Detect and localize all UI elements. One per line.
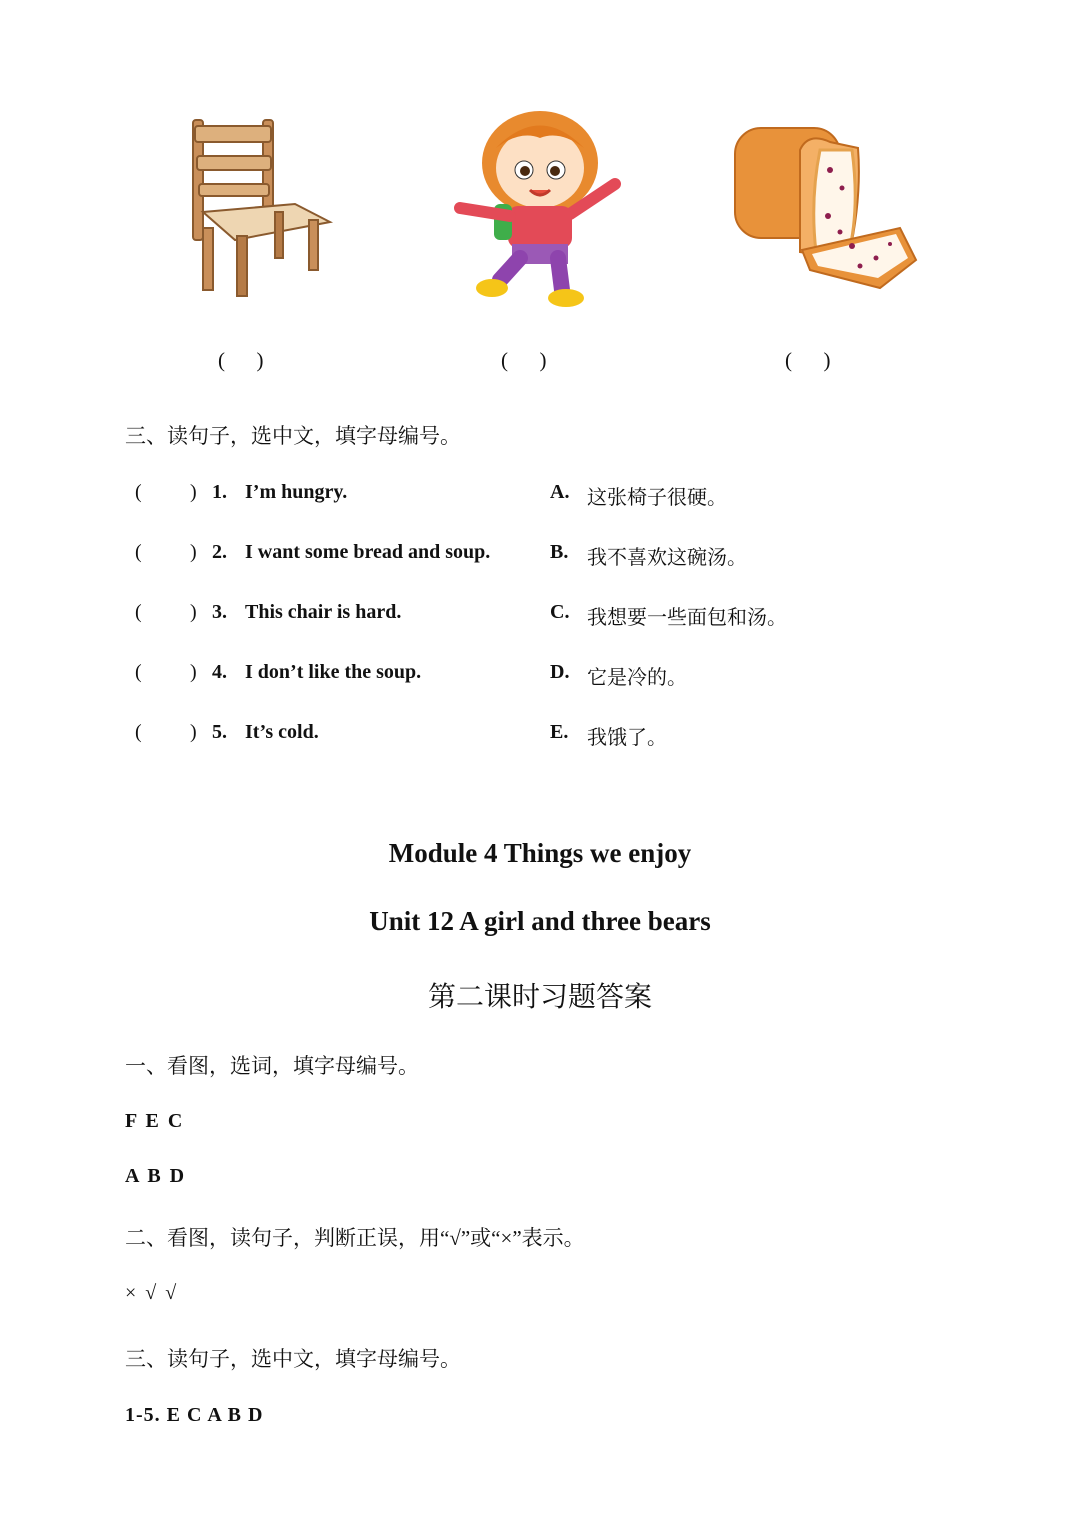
section3-heading: 三、读句子，选中文，填字母编号。: [125, 424, 461, 448]
picture-bracket-3: ( ): [785, 348, 831, 372]
bracket-close: ): [190, 721, 197, 743]
option-letter: B.: [550, 541, 569, 563]
picture-bracket-2: ( ): [501, 348, 547, 372]
option-letter: E.: [550, 721, 569, 743]
bracket-open: (: [135, 721, 142, 743]
bracket-close: ): [190, 481, 197, 503]
chair-picture: [185, 112, 335, 302]
sentence-row-1: [0, 481, 1080, 511]
sentence-number: 3.: [212, 601, 227, 623]
sentence-row-4: [0, 661, 1080, 691]
answer-section3-heading: 三、读句子，选中文，填字母编号。: [125, 1347, 461, 1371]
chinese-option: 我饿了。: [587, 727, 667, 749]
chinese-option: 它是冷的。: [587, 667, 687, 689]
english-sentence: It’s cold.: [245, 721, 319, 743]
sentence-number: 2.: [212, 541, 227, 563]
chinese-option: 我不喜欢这碗汤。: [587, 547, 747, 569]
bread-picture: [730, 120, 920, 295]
sentence-number: 5.: [212, 721, 227, 743]
unit-title: Unit 12 A girl and three bears: [369, 906, 711, 936]
answer-section2-heading: 二、看图，读句子，判断正误，用“√”或“×”表示。: [125, 1226, 585, 1250]
module-title: Module 4 Things we enjoy: [388, 838, 692, 868]
answer-section1-line2: A B D: [125, 1165, 187, 1187]
bracket-close: ): [190, 541, 197, 563]
sentence-number: 4.: [212, 661, 227, 683]
option-letter: A.: [550, 481, 570, 503]
sentence-row-5: [0, 721, 1080, 751]
chinese-option: 这张椅子很硬。: [587, 487, 727, 509]
sentence-number: 1.: [212, 481, 227, 503]
bracket-close: ): [190, 661, 197, 683]
bracket-close: ): [190, 601, 197, 623]
english-sentence: This chair is hard.: [245, 601, 402, 623]
answer-section1-heading: 一、看图，选词，填字母编号。: [125, 1054, 419, 1078]
answer-title: 第二课时习题答案: [427, 982, 652, 1013]
english-sentence: I want some bread and soup.: [245, 541, 491, 563]
answer-section2-line: × √ √: [125, 1282, 179, 1304]
answer-section1-line1: F E C: [125, 1110, 185, 1132]
english-sentence: I don’t like the soup.: [245, 661, 422, 683]
option-letter: D.: [550, 661, 570, 683]
sentence-row-2: [0, 541, 1080, 571]
bracket-open: (: [135, 541, 142, 563]
chinese-option: 我想要一些面包和汤。: [587, 607, 787, 629]
answer-section3-line: 1-5. E C A B D: [125, 1404, 264, 1426]
picture-bracket-1: ( ): [218, 348, 264, 372]
option-letter: C.: [550, 601, 570, 623]
english-sentence: I’m hungry.: [245, 481, 348, 503]
bracket-open: (: [135, 481, 142, 503]
bracket-open: (: [135, 661, 142, 683]
sentence-row-3: [0, 601, 1080, 631]
bracket-open: (: [135, 601, 142, 623]
girl-picture: [450, 108, 630, 308]
